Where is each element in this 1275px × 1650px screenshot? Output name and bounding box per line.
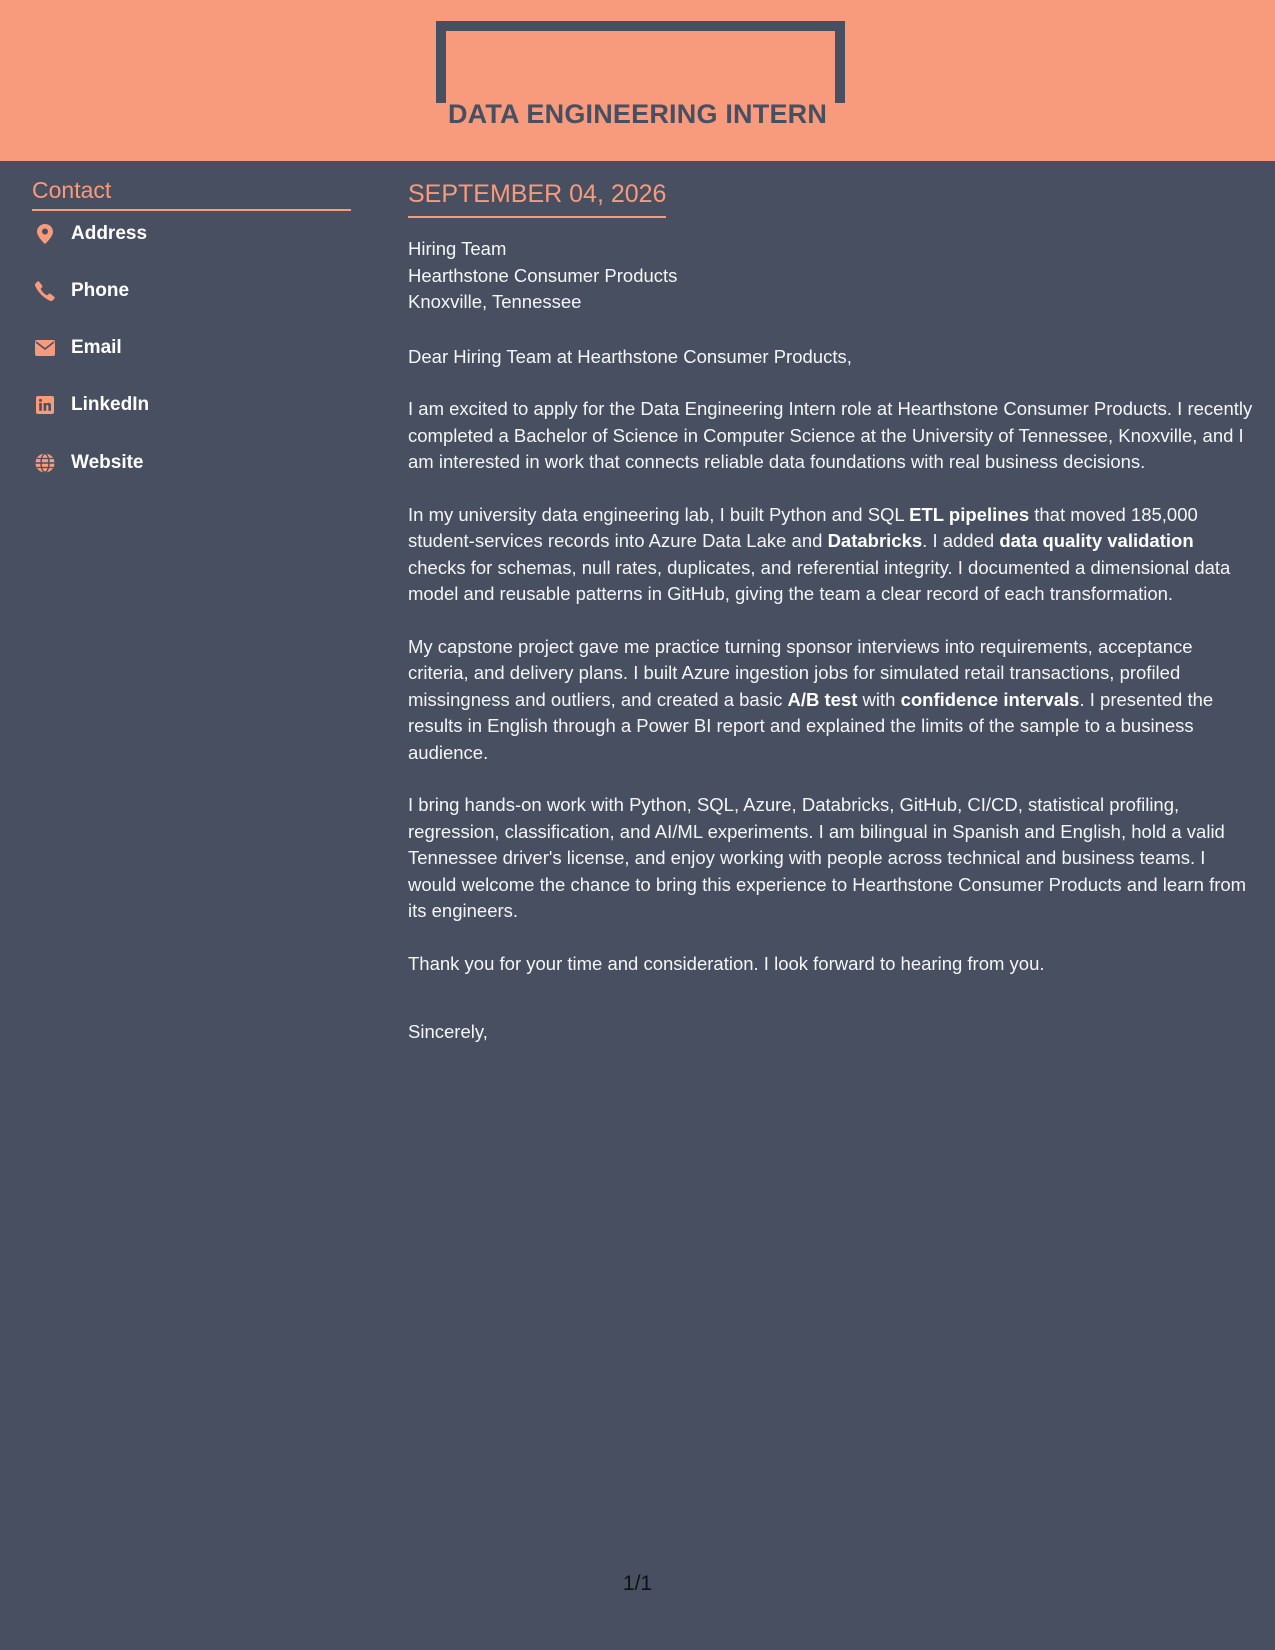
contact-item-address[interactable] [32,220,148,248]
contact-item-email[interactable] [32,334,122,362]
text-run: In my university data engineering lab, I built Python and SQL [408,503,910,525]
salutation: Dear Hiring Team at Hearthstone Consumer Products, [408,345,852,367]
phone-icon [34,280,56,302]
closing-line: Thank you for your time and consideration. I look forward to hearing from you. [408,952,1045,974]
contact-item-website[interactable] [32,449,144,477]
text-run: with [857,688,901,710]
paragraph-lab [408,502,1253,608]
recipient-location: Knoxville, Tennessee [408,291,582,312]
header-bracket [436,21,845,103]
recipient-company: Hearthstone Consumer Products [408,264,678,286]
contact-sidebar [32,176,351,473]
linkedin-icon [34,394,56,416]
contact-item-linkedin[interactable] [32,391,150,419]
text-run: . I added [922,530,1000,551]
paragraph-intro: I am excited to apply for the Data Engineering Intern role at Hearthstone Consumer Products. I recently completed a Bachelor of Science in Computer Science at the University of Tennessee, Knoxville, and I am interested in work that connects reliable data foundations with real business decisions. [408,398,1253,472]
letter-date: SEPTEMBER 04, 2026 [408,178,666,218]
recipient-line: Hiring Team [408,238,507,259]
envelope-icon [34,337,56,359]
text-run: that moved 185,000 student-services records into Azure Data Lake and [408,503,1198,551]
contact-item-phone[interactable] [32,277,130,305]
letter-body [408,178,1253,1046]
highlight-confidence-intervals: confidence intervals [900,688,1080,710]
globe-icon [34,452,56,474]
highlight-databricks: Databricks [827,530,923,551]
signoff: Sincerely, [408,1021,488,1042]
text-run: My capstone project gave me practice turning sponsor interviews into requirements, acceptance criteria, and delivery plans. I built Azure ingestion jobs for simulated retail transactions, profiled missingness and outliers, and created a basic [408,635,1193,710]
text-run: checks for schemas, null rates, duplicates, and referential integrity. I documented a dimensional data model and reusable patterns in GitHub, giving the team a clear record of each transformation. [408,556,1231,604]
job-title: DATA ENGINEERING INTERN [447,99,828,129]
highlight-ab-test: A/B test [787,688,858,710]
contact-label-email: Email [71,337,122,358]
recipient-block [408,236,1253,316]
paragraph-capstone [408,634,1253,767]
highlight-data-quality: data quality validation [999,530,1194,551]
contact-label-address: Address [71,223,148,244]
contact-label-phone: Phone [71,280,130,301]
text-run: . I presented the results in English through a Power BI report and explained the limits of the sample to a business audience. [408,688,1214,763]
highlight-etl: ETL pipelines [909,503,1030,525]
contact-label-website: Website [71,452,144,473]
map-pin-icon [34,223,56,245]
contact-heading: Contact [32,176,351,211]
header-banner [0,0,1275,161]
page-number: 1/1 [622,1572,653,1595]
contact-label-linkedin: LinkedIn [71,394,150,415]
paragraph-skills: I bring hands-on work with Python, SQL, Azure, Databricks, GitHub, CI/CD, statistical profiling, regression, classification, and AI/ML experiments. I am bilingual in Spanish and English, hold a valid Tennessee driver's license, and enjoy working with people across technical and business teams. I would welcome the chance to bring this experience to Hearthstone Consumer Products and learn from its engineers. [408,794,1247,921]
